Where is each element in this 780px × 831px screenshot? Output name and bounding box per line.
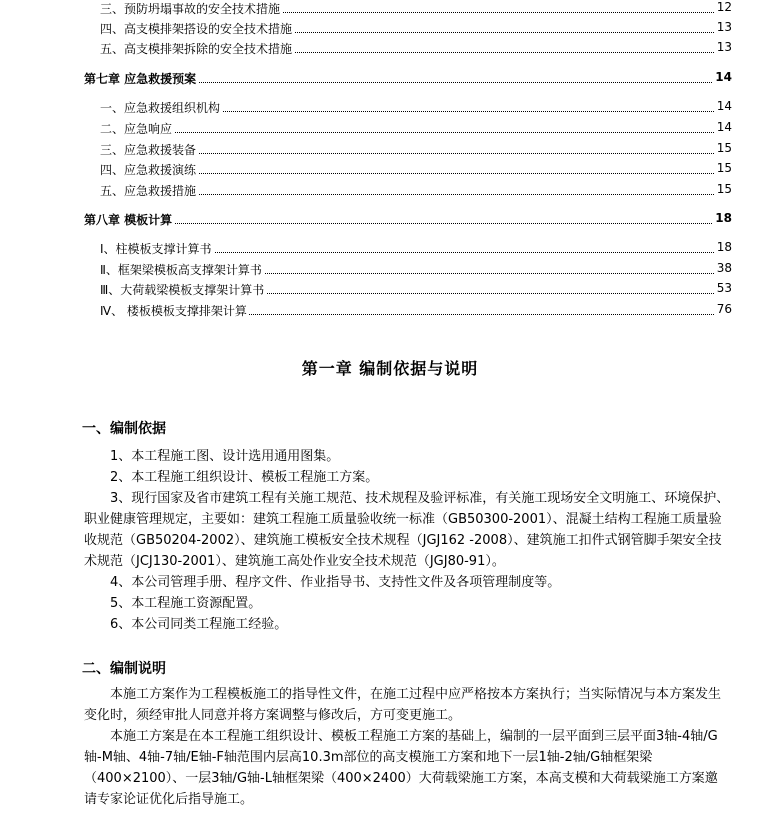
toc-entry-title: 五、应急救援措施 bbox=[100, 184, 197, 198]
list-item: 1、本工程施工图、设计选用通用图集。 bbox=[110, 449, 340, 464]
toc-entry-page: 15 bbox=[716, 161, 732, 175]
toc-entry-page: 12 bbox=[716, 0, 732, 14]
toc-entry[interactable] bbox=[0, 120, 780, 138]
toc-entry-title: Ⅰ、柱模板支撑计算书 bbox=[100, 242, 212, 256]
toc-entry-title: 第八章 模板计算 bbox=[84, 213, 173, 227]
section-body bbox=[84, 684, 730, 810]
toc-entry-page: 38 bbox=[716, 261, 732, 275]
list-item: 5、本工程施工资源配置。 bbox=[110, 596, 262, 611]
toc-entry[interactable] bbox=[0, 40, 780, 58]
toc-entry-page: 76 bbox=[716, 302, 732, 316]
toc-entry-title: Ⅳ、 楼板模板支撑排架计算 bbox=[100, 304, 247, 318]
toc-entry-title: Ⅱ、框架梁模板高支撑架计算书 bbox=[100, 263, 262, 277]
toc-entry-page: 14 bbox=[716, 120, 732, 134]
toc-entry-page: 14 bbox=[715, 70, 732, 84]
toc-entry-page: 18 bbox=[715, 211, 732, 225]
paragraph: 本施工方案作为工程模板施工的指导性文件，在施工过程中应严格按本方案执行；当实际情况与本方案发生变化时，须经审批人同意并将方案调整与修改后，方可变更施工。 bbox=[84, 687, 722, 723]
toc-entry-page: 15 bbox=[716, 182, 732, 196]
toc-entry-page: 14 bbox=[716, 99, 732, 113]
toc-entry-title: 二、应急响应 bbox=[100, 122, 173, 136]
section-heading: 二、编制说明 bbox=[82, 661, 166, 677]
toc-entry[interactable] bbox=[0, 240, 780, 258]
toc-chapter-entry[interactable] bbox=[0, 70, 780, 88]
chapter-title: 第一章 编制依据与说明 bbox=[301, 359, 479, 378]
toc-entry-title: 三、应急救援装备 bbox=[100, 143, 197, 157]
toc-entry-title: 五、高支模排架拆除的安全技术措施 bbox=[100, 42, 293, 56]
paragraph: 本施工方案是在本工程施工组织设计、模板工程施工方案的基础上，编制的一层平面到三层平面3轴-4轴/G轴-M轴、4轴-7轴/E轴-F轴范围内层高10.3m部位的高支模施工方案和地下一层1轴-2轴/G轴框架梁（400×2100）、一层3轴/G轴-L轴框架梁（400×2400）大荷载梁施工方案，本高支模和大荷载梁施工方案邀请专家论证优化后指导施工。 bbox=[84, 729, 718, 807]
section-heading: 一、编制依据 bbox=[82, 421, 166, 437]
toc-entry[interactable] bbox=[0, 261, 780, 279]
list-item: 4、本公司管理手册、程序文件、作业指导书、支持性文件及各项管理制度等。 bbox=[110, 575, 561, 590]
toc-entry-page: 18 bbox=[716, 240, 732, 254]
toc-entry[interactable] bbox=[0, 99, 780, 117]
toc-entry[interactable] bbox=[0, 281, 780, 299]
list-item: 6、本公司同类工程施工经验。 bbox=[110, 617, 288, 632]
toc-entry[interactable] bbox=[0, 141, 780, 159]
toc-entry-title: 三、预防坍塌事故的安全技术措施 bbox=[100, 2, 281, 16]
toc-entry-page: 53 bbox=[716, 281, 732, 295]
list-item: 2、本工程施工组织设计、模板工程施工方案。 bbox=[110, 470, 379, 485]
toc-entry[interactable] bbox=[0, 302, 780, 320]
toc-entry-page: 15 bbox=[716, 141, 732, 155]
toc-entry-page: 13 bbox=[716, 40, 732, 54]
toc-entry[interactable] bbox=[0, 20, 780, 38]
toc-chapter-entry[interactable] bbox=[0, 211, 780, 229]
toc-entry[interactable] bbox=[0, 0, 780, 18]
toc-entry-title: 第七章 应急救援预案 bbox=[84, 72, 197, 86]
toc-entry-title: 四、高支模排架搭设的安全技术措施 bbox=[100, 22, 293, 36]
toc-entry-title: 四、应急救援演练 bbox=[100, 163, 197, 177]
toc-leader bbox=[100, 132, 730, 133]
section-body bbox=[84, 446, 730, 635]
toc-entry[interactable] bbox=[0, 182, 780, 200]
toc-entry[interactable] bbox=[0, 161, 780, 179]
toc-entry-page: 13 bbox=[716, 20, 732, 34]
list-item: 3、现行国家及省市建筑工程有关施工规范、技术规程及验评标准，有关施工现场安全文明施工、环境保护、职业健康管理规定，主要如：建筑工程施工质量验收统一标准（GB50300-2001）、混凝土结构工程施工质量验收规范（GB50204-2002）、建筑施工模板安全技术规程（JGJ162 -2008）、建筑施工扣件式钢管脚手架安全技术规范（JCJ130-2001）、建筑施工高处作业安全技术规范（JGJ80-91）。 bbox=[84, 491, 730, 569]
toc-entry-title: Ⅲ、大荷载梁模板支撑架计算书 bbox=[100, 283, 265, 297]
toc-entry-title: 一、应急救援组织机构 bbox=[100, 101, 221, 115]
toc-leader bbox=[84, 223, 730, 224]
